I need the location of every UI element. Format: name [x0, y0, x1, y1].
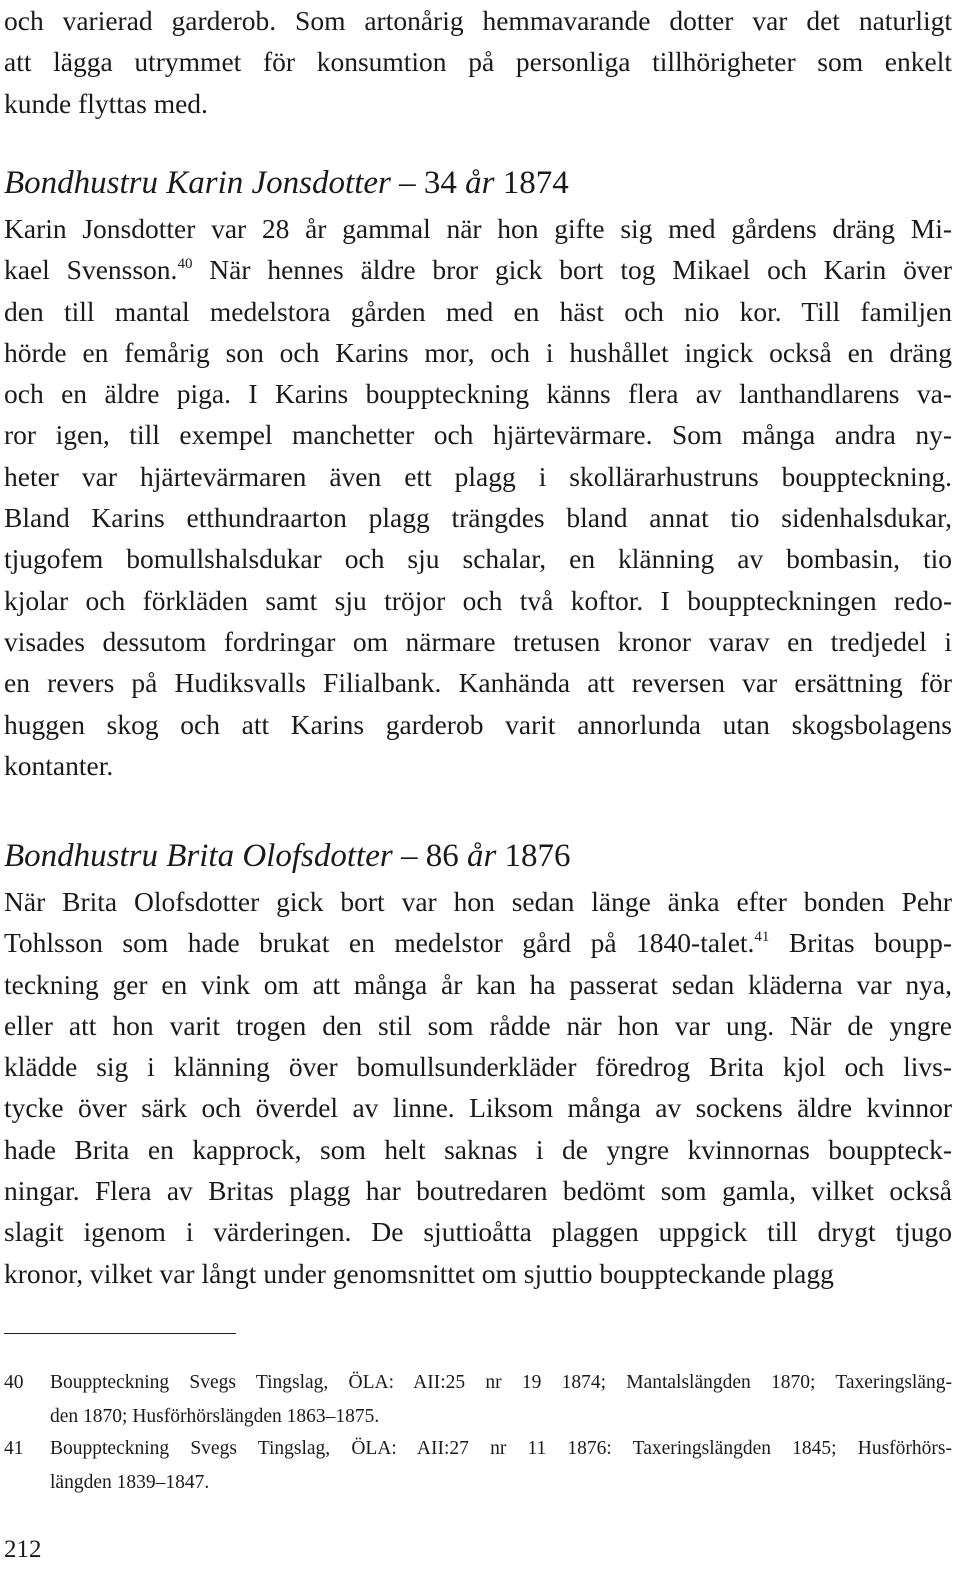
- text-line: Bouppteckning Svegs Tingslag, ÖLA: AII:27 nr 11 1876: Taxeringslängden 1845; Husförhörs-: [50, 1438, 952, 1459]
- text-line: Bouppteckning Svegs Tingslag, ÖLA: AII:25 nr 19 1874; Mantalslängden 1870; Taxeringsläng-: [50, 1372, 952, 1393]
- section-heading-brita: [4, 836, 571, 876]
- text-line: en revers på Hudiksvalls Filialbank. Kanhända att reversen var ersättning för: [4, 667, 952, 699]
- text-line: När Brita Olofsdotter gick bort var hon sedan länge änka efter bonden Pehr: [4, 886, 952, 917]
- footnote-number: 41: [4, 1438, 24, 1459]
- text-line: kontanter.: [4, 749, 114, 781]
- text-line: den till mantal medelstora gården med en häst och nio kor. Till familjen: [4, 295, 952, 327]
- text-line: kjolar och förkläden samt sju tröjor och två koftor. I bouppteckningen redo-: [4, 584, 952, 616]
- text-line: tjugofem bomullshalsdukar och sju schalar, en klänning av bombasin, tio: [4, 543, 952, 575]
- text-line: teckning ger en vink om att många år kan ha passerat sedan kläderna var nya,: [4, 968, 952, 1000]
- heading-dash: –: [390, 165, 424, 201]
- text-line: ningar. Flera av Britas plagg har boutredaren bedömt som gamla, vilket också: [4, 1175, 952, 1207]
- text-line: kael Svensson.$^{40}$ När hennes äldre bror gick bort tog Mikael och Karin över: [4, 254, 952, 286]
- page-number: 212: [4, 1536, 42, 1563]
- text-line: längden 1839–1847.: [50, 1472, 210, 1493]
- heading-ar: år: [456, 165, 503, 201]
- footnote-reference[interactable]: 40: [177, 256, 193, 273]
- text-line: hörde en femårig son och Karins mor, och i hushållet ingick också en dräng: [4, 336, 952, 368]
- text-line: och en äldre piga. I Karins bouppteckning känns flera av lanthandlarens va-: [4, 378, 952, 410]
- text-line: Karin Jonsdotter var 28 år gammal när hon gifte sig med gårdens dräng Mi-: [4, 213, 952, 244]
- heading-age: 86: [425, 838, 459, 874]
- text-line: den 1870; Husförhörslängden 1863–1875.: [50, 1406, 380, 1427]
- footnote-text: [50, 1432, 952, 1500]
- section-heading-karin: [4, 163, 569, 203]
- text-line: och varierad garderob. Som artonårig hemmavarande dotter var det naturligt: [4, 5, 952, 36]
- heading-dash: –: [392, 838, 426, 874]
- footnote-reference[interactable]: 41: [754, 929, 770, 946]
- section-paragraph-brita: [4, 881, 952, 1294]
- text-line: Bland Karins etthundraarton plagg trängdes bland annat tio sidenhalsdukar,: [4, 502, 952, 534]
- heading-age: 34: [423, 165, 457, 201]
- text-line: klädde sig i klänning över bomullsunderkläder föredrog Brita kjol och livs-: [4, 1051, 952, 1083]
- text-line: att lägga utrymmet för konsumtion på personliga tillhörigheter som enkelt: [4, 46, 952, 78]
- heading-title: Bondhustru Brita Olofsdotter: [4, 838, 393, 874]
- footnote-text: [50, 1366, 952, 1434]
- text-line: tycke över särk och överdel av linne. Liksom många av sockens äldre kvinnor: [4, 1092, 952, 1124]
- text-line: ror igen, till exempel manchetter och hjärtevärmare. Som många andra ny-: [4, 419, 952, 451]
- text-line: visades dessutom fordringar om närmare tretusen kronor varav en tredjedel i: [4, 625, 952, 657]
- text-line: eller att hon varit trogen den stil som rådde när hon var ung. När de yngre: [4, 1009, 952, 1041]
- text-line: huggen skog och att Karins garderob varit annorlunda utan skogsbolagens: [4, 708, 952, 740]
- text-line: heter var hjärtevärmaren även ett plagg i skollärarhustruns bouppteckning.: [4, 460, 952, 492]
- footnote-divider: [4, 1333, 236, 1334]
- text-line: kunde flyttas med.: [4, 87, 208, 119]
- heading-year: 1876: [504, 838, 571, 874]
- heading-ar: år: [458, 838, 505, 874]
- section-paragraph-karin: [4, 208, 952, 786]
- heading-year: 1874: [502, 165, 569, 201]
- text-line: kronor, vilket var långt under genomsnittet om sjuttio bouppteckande plagg: [4, 1257, 834, 1289]
- text-line: slagit igenom i värderingen. De sjuttioåtta plaggen uppgick till drygt tjugo: [4, 1216, 952, 1248]
- heading-title: Bondhustru Karin Jonsdotter: [4, 165, 391, 201]
- text-line: hade Brita en kapprock, som helt saknas i de yngre kvinnornas bouppteck-: [4, 1133, 952, 1165]
- text-line: Tohlsson som hade brukat en medelstor gård på 1840-talet.$^{41}$ Britas boupp-: [4, 927, 952, 959]
- intro-paragraph: [4, 0, 952, 124]
- footnote-number: 40: [4, 1372, 24, 1393]
